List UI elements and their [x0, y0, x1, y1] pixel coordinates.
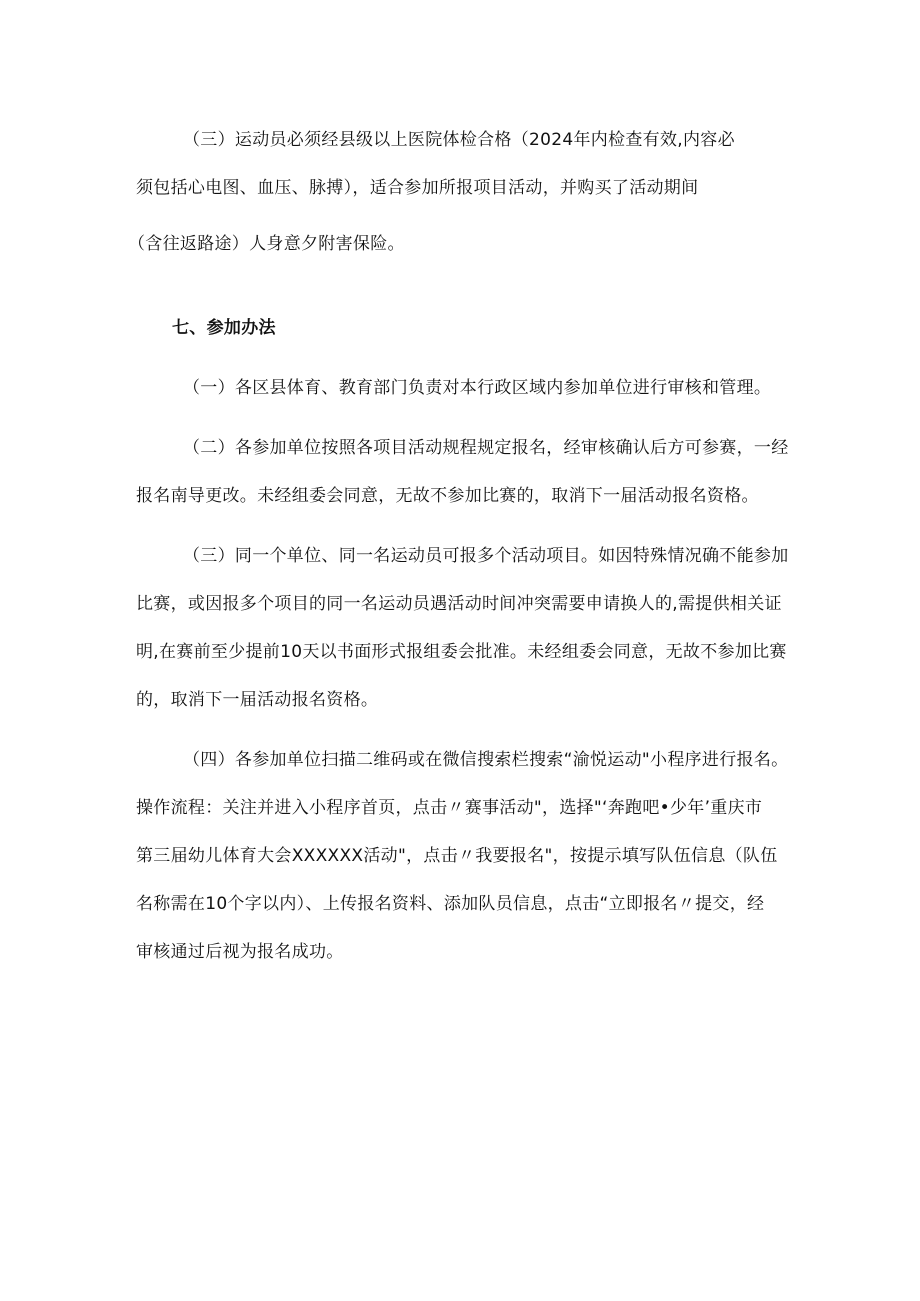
text-line: 第三届幼儿体育大会XXXXXX活动"，点击〃我要报名"，按提示填写队伍信息（队伍	[136, 846, 778, 866]
text-line: 须包括心电图、血压、脉搏），适合参加所报项目活动，并购买了活动期间	[136, 178, 699, 198]
text-line: 的，取消下一届活动报名资格。	[136, 690, 379, 710]
text-line: （三）同一个单位、同一名运动员可报多个活动项目。如因特殊情况确不能参加	[183, 546, 789, 566]
text-line: （四）各参加单位扫描二维码或在微信搜索栏搜索“渝悦运动"小程序进行报名。	[183, 750, 789, 770]
section-heading: 七、参加办法	[172, 318, 276, 338]
text-line: 名称需在10个字以内）、上传报名资料、添加队员信息，点击“立即报名〃提交，经	[136, 894, 765, 914]
text-line: 审核通过后视为报名成功。	[136, 942, 344, 962]
text-line: （三）运动员必须经县级以上医院体检合格（2024年内检查有效,内容必	[183, 130, 735, 150]
text-line: （含往返路途）人身意夕附害保险。	[128, 234, 405, 254]
text-line: （一）各区县体育、教育部门负责对本行政区域内参加单位进行审核和管理。	[183, 378, 772, 398]
text-line: （二）各参加单位按照各项目活动规程规定报名，经审核确认后方可参赛，一经	[183, 438, 789, 458]
text-line: 比赛，或因报多个项目的同一名运动员遇活动时间冲突需要申请换人的,需提供相关证	[136, 594, 782, 614]
text-line: 操作流程：关注并进入小程序首页，点击〃赛事活动"，选择"‘奔跑吧•少年’重庆市	[136, 798, 763, 818]
text-line: 明,在赛前至少提前10天以书面形式报组委会批准。未经组委会同意，无故不参加比赛	[136, 642, 787, 662]
text-line: 报名南导更改。未经组委会同意，无故不参加比赛的，取消下一届活动报名资格。	[136, 486, 759, 506]
